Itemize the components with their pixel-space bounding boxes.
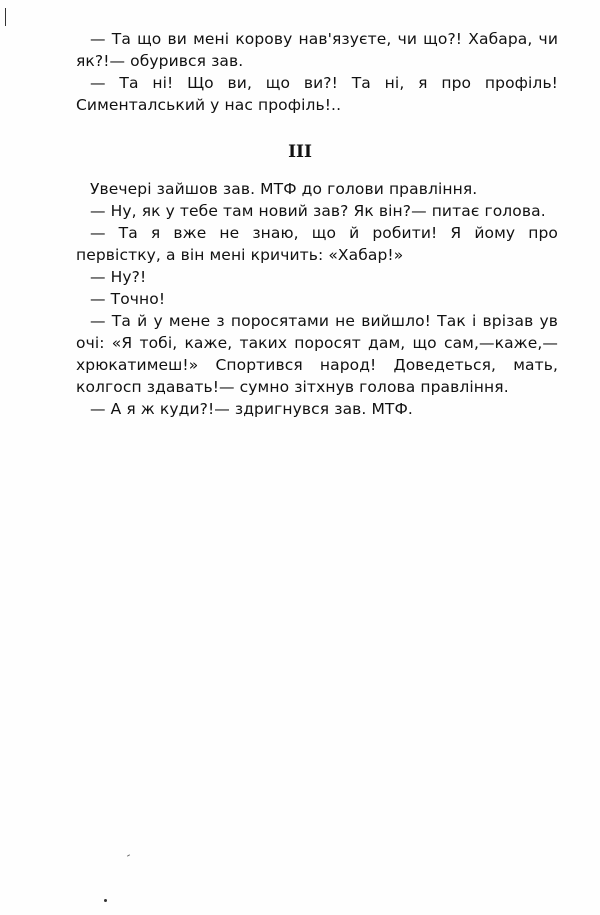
dialogue-paragraph: — Та й у мене з поросятами не вийшло! Так і врізав ув очі: «Я тобі, каже, таких поросят дам, що сам,—каже,— хрюкатимеш!» Спортився народ! Доведеться, мать, колгосп здавать!— сумно зітхнув голова правління. — [76, 312, 558, 396]
dialogue-paragraph: — Та я вже не знаю, що й робити! Я йому про первістку, а він мені кричить: «Хабар!» — [76, 224, 558, 264]
print-speck — [104, 899, 107, 902]
dialogue-paragraph: — Точно! — [90, 290, 166, 308]
top-dialogue-block — [76, 28, 558, 116]
dialogue-paragraph: — А я ж куди?!— здригнувся зав. МТФ. — [90, 400, 413, 418]
section-heading: III — [288, 142, 312, 162]
page-edge-mark — [5, 8, 6, 26]
dialogue-paragraph: — Та ні! Що ви, що ви?! Та ні, я про профіль! Сименталський у нас профіль!.. — [76, 74, 558, 114]
dialogue-paragraph: — Ну?! — [90, 268, 147, 286]
dialogue-paragraph: — Та що ви мені корову нав'язуєте, чи що?! Хабара, чи як?!— обурився зав. — [76, 30, 558, 70]
main-dialogue-block — [76, 178, 558, 420]
narration-paragraph: Увечері зайшов зав. МТФ до голови правління. — [90, 180, 478, 198]
print-speck — [127, 854, 130, 856]
dialogue-paragraph: — Ну, як у тебе там новий зав? Як він?— питає голова. — [90, 202, 546, 220]
